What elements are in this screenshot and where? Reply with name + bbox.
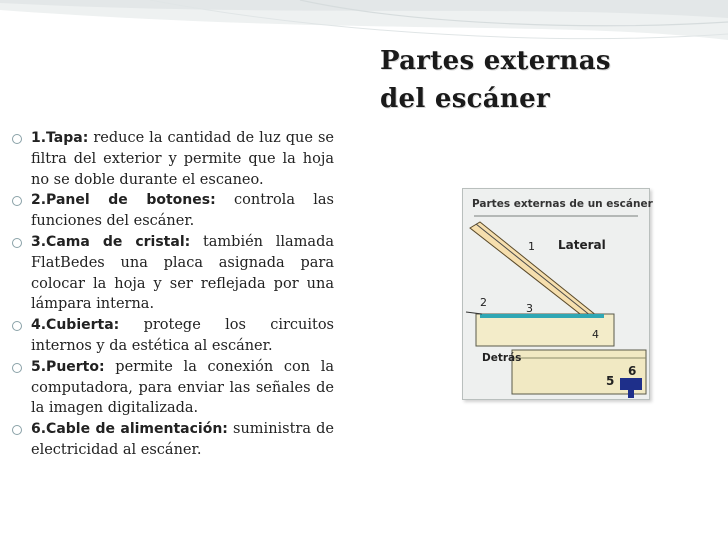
bullet-term: 6.Cable de alimentación:: [31, 421, 228, 438]
bullet-term: 2.Panel de botones:: [31, 192, 216, 209]
diagram-label-6: 6: [628, 364, 637, 378]
bullet-item-cama-cristal: [12, 232, 334, 315]
title-line-1: Partes externas: [380, 46, 611, 76]
bullet-item-puerto: [12, 357, 334, 419]
bullet-text: permite la conexión con la computadora, para enviar las señales de la imagen digitalizada.: [31, 358, 334, 417]
scanner-diagram: [462, 188, 653, 400]
bullet-icon: [12, 363, 22, 373]
bullet-term: 4.Cubierta:: [31, 317, 120, 334]
diagram-label-4: 4: [592, 328, 599, 341]
bullet-icon: [12, 321, 22, 331]
diagram-label-lateral: Lateral: [558, 238, 606, 252]
bullet-item-tapa: [12, 128, 334, 190]
slide-title: [380, 42, 710, 118]
bullet-text: suministra de electricidad al escáner.: [31, 421, 334, 458]
bullet-term: 3.Cama de cristal:: [31, 233, 191, 250]
bullet-item-cubierta: [12, 315, 334, 357]
bullet-icon: [12, 425, 22, 435]
bullet-icon: [12, 196, 22, 206]
bullet-term: 1.Tapa:: [31, 130, 89, 146]
bullet-term: 5.Puerto:: [31, 358, 105, 375]
bullet-text: protege los circuitos internos y da estética al escáner.: [31, 317, 334, 354]
bullet-item-panel-botones: [12, 190, 334, 232]
bullet-item-cable-alimentacion: [12, 419, 334, 461]
bullet-list: [12, 128, 334, 461]
diagram-label-detras: Detrás: [482, 352, 522, 364]
diagram-label-2: 2: [480, 296, 487, 309]
title-line-2: del escáner: [380, 84, 550, 114]
bullet-text: también llamada FlatBedes una placa asignada para colocar la hoja y ser reflejada por una lámpara interna.: [31, 233, 334, 313]
port-box-shape: [620, 378, 642, 390]
diagram-heading: Partes externas de un escáner: [472, 198, 653, 210]
bullet-text: reduce la cantidad de luz que se filtra del exterior y permite que la hoja no se doble durante el escaneo.: [31, 130, 334, 188]
diagram-label-3: 3: [526, 302, 533, 315]
diagram-label-5: 5: [606, 374, 615, 388]
diagram-label-1: 1: [528, 240, 535, 253]
bullet-text: controla las funciones del escáner.: [31, 192, 335, 230]
bullet-icon: [12, 134, 22, 144]
scanner-drawing: [462, 188, 650, 400]
bullet-icon: [12, 238, 22, 248]
scanner-glass-shape: [480, 314, 604, 318]
